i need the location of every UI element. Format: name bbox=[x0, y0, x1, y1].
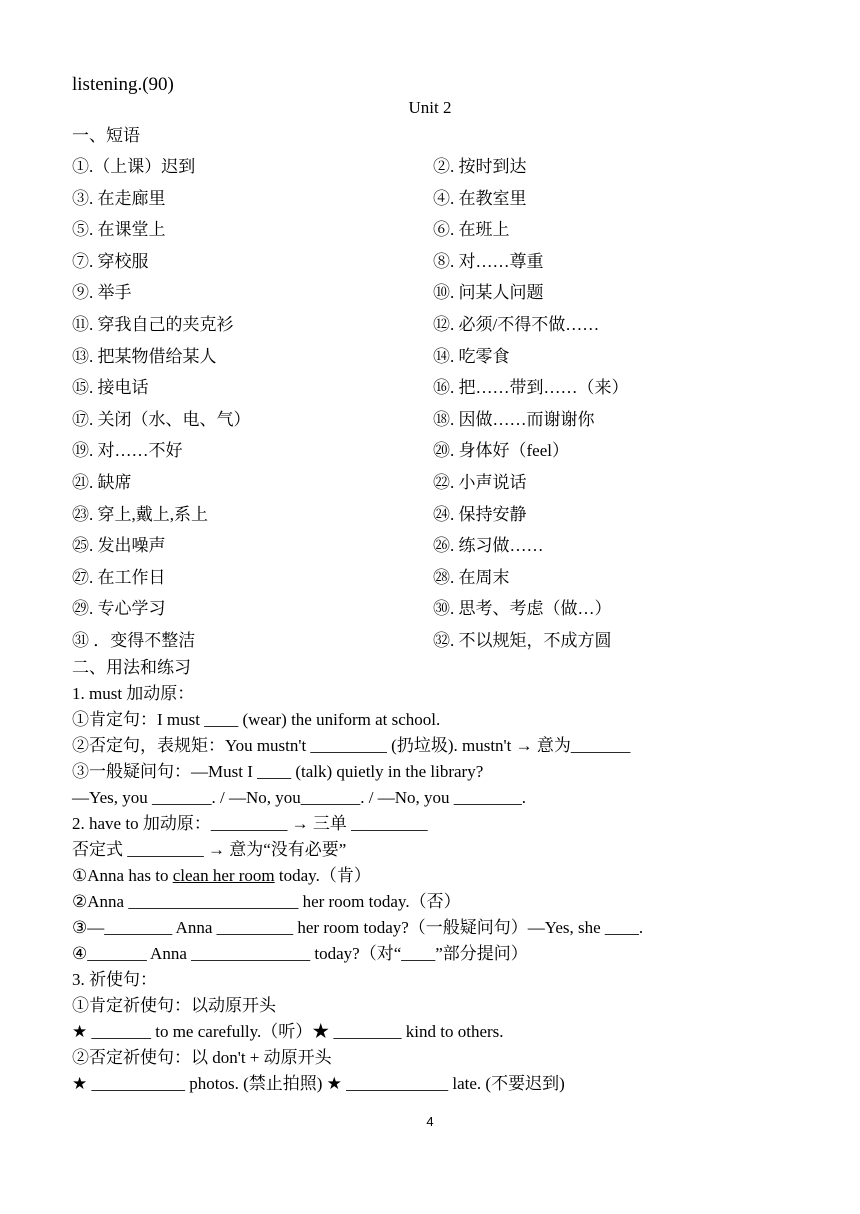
phrase-item: ㉒. 小声说话 bbox=[433, 472, 527, 492]
have-to-wh-question-exercise: ④_______ Anna ______________ today?（对“____”部分提问） bbox=[72, 944, 528, 963]
phrase-row bbox=[72, 567, 792, 599]
have-to-question-exercise: ③—________ Anna _________ her room today?（一般疑问句）—Yes, she ____. bbox=[72, 918, 644, 937]
phrase-item: ㉑. 缺席 bbox=[72, 472, 132, 492]
example-text: ①Anna has to bbox=[72, 866, 173, 885]
phrase-item: ⑲. 对……不好 bbox=[72, 441, 183, 461]
phrase-item: ㉕. 发出噪声 bbox=[72, 536, 166, 556]
phrase-row bbox=[72, 598, 792, 630]
example-underlined: clean her room bbox=[172, 866, 275, 885]
phrase-row bbox=[72, 377, 792, 409]
phrase-item: ④. 在教室里 bbox=[433, 188, 527, 208]
have-to-negative: 否定式 _________ → 意为“没有必要” bbox=[72, 840, 347, 859]
have-to-example bbox=[72, 866, 371, 886]
must-negative-exercise: ②否定句，表规矩：You mustn't _________ (扔垃圾). mustn't → 意为_______ bbox=[72, 736, 631, 755]
phrase-item: ㉜. 不以规矩，不成方圆 bbox=[433, 630, 612, 650]
phrase-row bbox=[72, 156, 792, 188]
must-question-exercise: ③一般疑问句：—Must I ____ (talk) quietly in the library? bbox=[72, 762, 484, 781]
phrase-item: ㉘. 在周末 bbox=[433, 567, 510, 587]
phrase-list bbox=[72, 156, 792, 662]
phrase-item: ③. 在走廊里 bbox=[72, 188, 166, 208]
phrase-item: ㉚. 思考、考虑（做…） bbox=[433, 599, 612, 619]
section-phrases-title: 一、短语 bbox=[72, 126, 140, 145]
listening-header: listening.(90) bbox=[72, 74, 174, 95]
phrase-item: ⑧. 对……尊重 bbox=[433, 251, 544, 271]
phrase-item: ②. 按时到达 bbox=[433, 157, 527, 176]
phrase-item: ①.（上课）迟到 bbox=[72, 157, 196, 176]
have-to-negative-exercise: ②Anna ____________________ her room today.（否） bbox=[72, 892, 461, 911]
phrase-row bbox=[72, 472, 792, 504]
phrase-item: ⑱. 因做……而谢谢你 bbox=[433, 409, 595, 429]
phrase-item: ⑨. 举手 bbox=[72, 283, 132, 303]
have-to-heading: 2. have to 加动原：_________ → 三单 _________ bbox=[72, 814, 428, 833]
phrase-item: ㉔. 保持安静 bbox=[433, 504, 527, 524]
phrase-item: ㉛ ．变得不整洁 bbox=[72, 630, 196, 650]
phrase-item: ㉗. 在工作日 bbox=[72, 567, 166, 587]
phrase-item: ㉖. 练习做…… bbox=[433, 536, 544, 556]
phrase-row bbox=[72, 346, 792, 378]
phrase-item: ⑰. 关闭（水、电、气） bbox=[72, 409, 251, 429]
phrase-item: ⑫. 必须/不得不做…… bbox=[433, 314, 600, 334]
must-answer-exercise: —Yes, you _______. / —No, you_______. / —No, you ________. bbox=[72, 788, 526, 807]
phrase-item: ⑪. 穿我自己的夹克衫 bbox=[72, 314, 234, 334]
phrase-item: ⑦. 穿校服 bbox=[72, 251, 149, 271]
phrase-row bbox=[72, 630, 792, 662]
phrase-item: ⑥. 在班上 bbox=[433, 220, 510, 240]
phrase-item: ㉓. 穿上,戴上,系上 bbox=[72, 504, 208, 524]
phrase-row bbox=[72, 440, 792, 472]
section-usage-title: 二、用法和练习 bbox=[72, 658, 191, 677]
imperative-negative-rule: ②否定祈使句：以 don't + 动原开头 bbox=[72, 1048, 332, 1067]
imperative-heading: 3. 祈使句： bbox=[72, 970, 157, 989]
phrase-item: ⑮. 接电话 bbox=[72, 378, 149, 398]
phrase-row bbox=[72, 504, 792, 536]
phrase-item: ⑩. 问某人问题 bbox=[433, 283, 544, 303]
phrase-row bbox=[72, 219, 792, 251]
phrase-item: ⑭. 吃零食 bbox=[433, 346, 510, 366]
phrase-row bbox=[72, 314, 792, 346]
imperative-affirmative-rule: ①肯定祈使句：以动原开头 bbox=[72, 996, 276, 1015]
unit-title: Unit 2 bbox=[408, 98, 452, 117]
imperative-negative-exercise: ★ ___________ photos. (禁止拍照) ★ ____________ late. (不要迟到) bbox=[72, 1074, 565, 1093]
phrase-item: ⑳. 身体好（feel） bbox=[433, 441, 569, 461]
usage-must-heading: 1. must 加动原： bbox=[72, 684, 195, 703]
page-number: 4 bbox=[426, 1114, 434, 1129]
example-text-end: today.（肯） bbox=[274, 866, 371, 885]
phrase-item: ⑯. 把……带到……（来） bbox=[433, 378, 629, 398]
phrase-row bbox=[72, 251, 792, 283]
phrase-item: ⑬. 把某物借给某人 bbox=[72, 346, 217, 366]
phrase-item: ㉙. 专心学习 bbox=[72, 599, 166, 619]
phrase-row bbox=[72, 409, 792, 441]
phrase-row bbox=[72, 282, 792, 314]
phrase-row bbox=[72, 188, 792, 220]
phrase-item: ⑤. 在课堂上 bbox=[72, 220, 166, 240]
imperative-affirmative-exercise: ★ _______ to me carefully.（听）★ ________ kind to others. bbox=[72, 1022, 504, 1041]
must-affirmative-exercise: ①肯定句：I must ____ (wear) the uniform at school. bbox=[72, 710, 441, 729]
phrase-row bbox=[72, 535, 792, 567]
